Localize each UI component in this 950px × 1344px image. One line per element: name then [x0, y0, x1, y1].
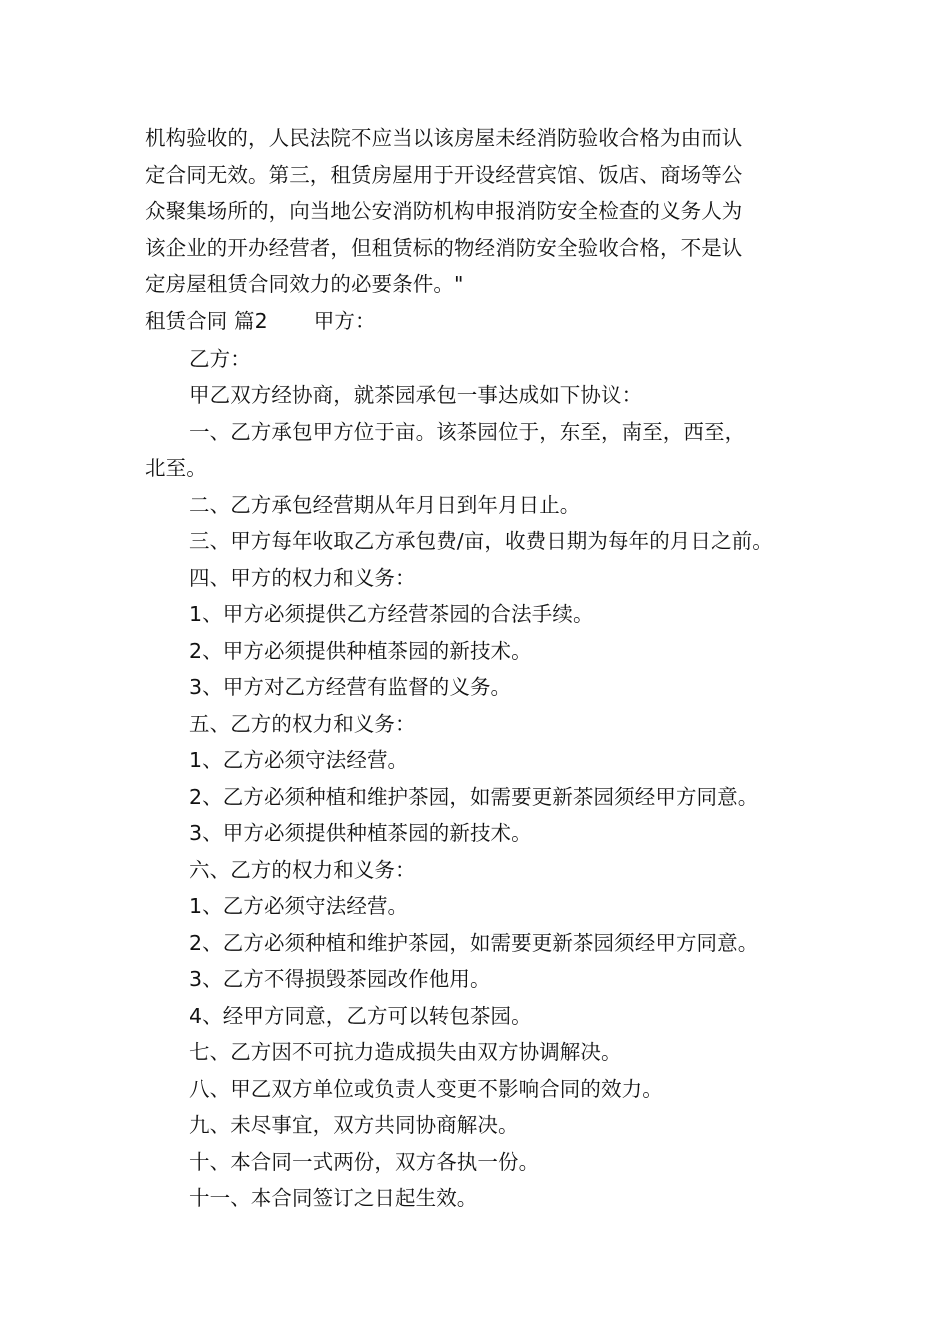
- clause-4-item-1: 1、甲方必须提供乙方经营茶园的合法手续。: [189, 602, 594, 626]
- clause-8: 八、甲乙双方单位或负责人变更不影响合同的效力。: [189, 1076, 663, 1101]
- document-body: [145, 120, 810, 1217]
- clause-11: 十一、本合同签订之日起生效。: [189, 1186, 478, 1210]
- party-a-label: 甲方：: [313, 308, 376, 333]
- clause-6-item-1: 1、乙方必须守法经营。: [189, 894, 409, 918]
- clause-6-item-2: 2、乙方必须种植和维护茶园，如需要更新茶园须经甲方同意。: [189, 930, 759, 955]
- clause-5-item-2: 2、乙方必须种植和维护茶园，如需要更新茶园须经甲方同意。: [189, 784, 759, 809]
- clause-9: 九、未尽事宜，双方共同协商解决。: [189, 1113, 519, 1137]
- clause-5-item-1: 1、乙方必须守法经营。: [189, 748, 409, 772]
- intro-line-4: 该企业的开办经营者，但租赁标的物经消防安全验收合格，不是认: [145, 235, 743, 260]
- clause-5-heading: 五、乙方的权力和义务：: [189, 711, 416, 736]
- clause-6-item-4: 4、经甲方同意，乙方可以转包茶园。: [189, 1003, 532, 1028]
- section-heading: [145, 303, 810, 340]
- clause-4-item-3: 3、甲方对乙方经营有监督的义务。: [189, 675, 512, 699]
- section-title: 租赁合同 篇2: [145, 308, 268, 333]
- intro-line-3: 众聚集场所的，向当地公安消防机构申报消防安全检查的义务人为: [145, 199, 743, 223]
- clause-4-heading: 四、甲方的权力和义务：: [189, 565, 416, 590]
- clause-1-line-2: 北至。: [145, 456, 207, 480]
- clause-2: 二、乙方承包经营期从年月日到年月日止。: [189, 492, 581, 517]
- intro-line-1: 机构验收的，人民法院不应当以该房屋未经消防验收合格为由而认: [145, 126, 743, 150]
- intro-line-2: 定合同无效。第三，租赁房屋用于开设经营宾馆、饭店、商场等公: [145, 162, 743, 187]
- clause-6-item-3: 3、乙方不得损毁茶园改作他用。: [189, 967, 491, 991]
- intro-line-5: 定房屋租赁合同效力的必要条件。": [145, 272, 464, 296]
- clause-10: 十、本合同一式两份，双方各执一份。: [189, 1149, 540, 1174]
- clause-1-line-1: 一、乙方承包甲方位于亩。该茶园位于，东至，南至，西至，: [189, 419, 746, 444]
- preamble: 甲乙双方经协商，就茶园承包一事达成如下协议：: [189, 383, 643, 407]
- clause-3: 三、甲方每年收取乙方承包费/亩，收费日期为每年的月日之前。: [189, 529, 773, 553]
- clause-6-heading: 六、乙方的权力和义务：: [189, 857, 416, 882]
- clause-5-item-3: 3、甲方必须提供种植茶园的新技术。: [189, 821, 532, 845]
- clause-7: 七、乙方因不可抗力造成损失由双方协调解决。: [189, 1040, 622, 1064]
- clause-4-item-2: 2、甲方必须提供种植茶园的新技术。: [189, 638, 532, 663]
- party-b-label: 乙方：: [189, 346, 251, 371]
